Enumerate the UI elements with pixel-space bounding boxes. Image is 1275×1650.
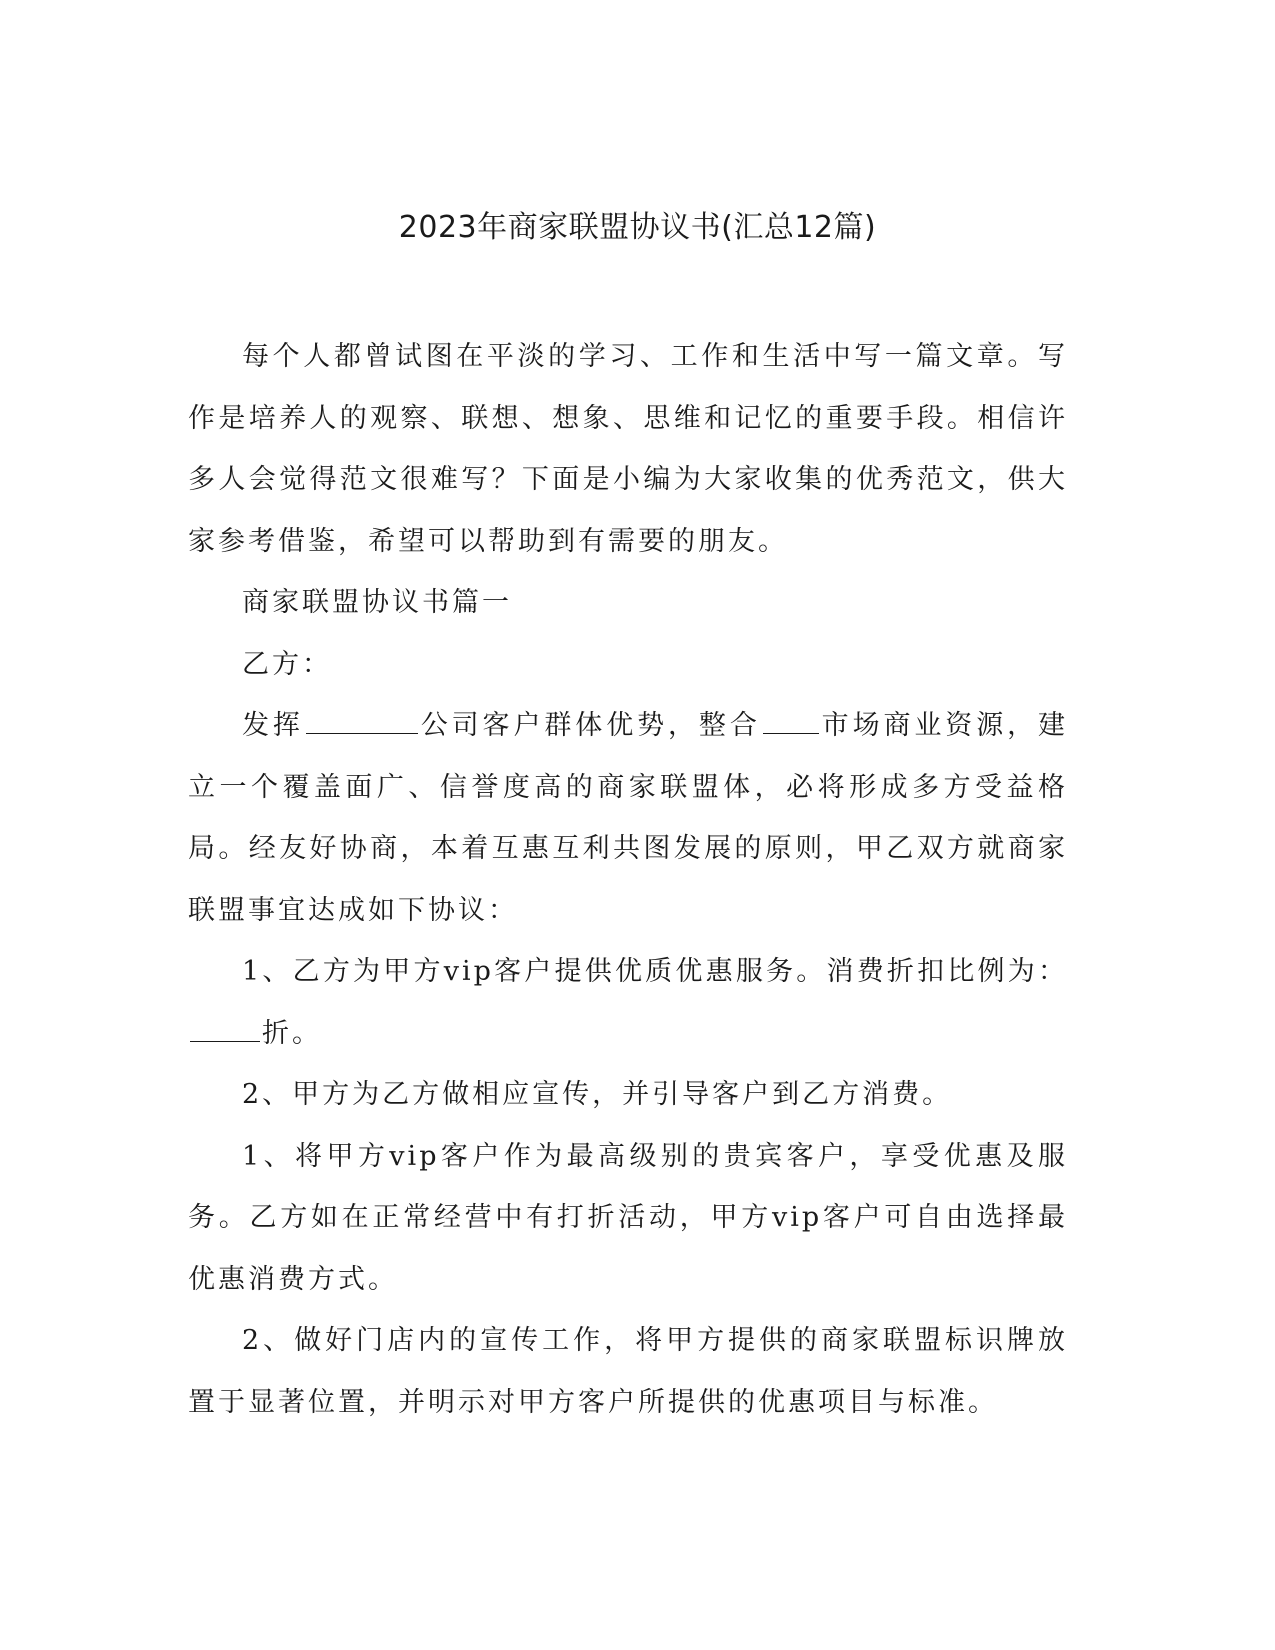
document-body — [188, 326, 1068, 1433]
clause-item-2: 2、甲方为乙方做相应宣传，并引导客户到乙方消费。 — [242, 1079, 953, 1110]
purpose-text-3: 市场商业资源，建立一个覆盖面广、信誉度高的商家联盟体，必将形成多方受益格局。经友好协商，本着互惠互利共图发展的原则，甲乙双方就商家联盟事宜达成如下协议： — [188, 710, 1069, 926]
party-b-label: 乙方： — [242, 648, 332, 680]
document-title: 2023年商家联盟协议书(汇总12篇) — [398, 210, 877, 245]
discount-rate-blank — [190, 1015, 260, 1042]
clause-item-3: 1、将甲方vip客户作为最高级别的贵宾客户，享受优惠及服务。乙方如在正常经营中有打折活动，甲方vip客户可自由选择最优惠消费方式。 — [188, 1140, 1068, 1295]
company-name-blank — [306, 707, 418, 734]
clause-item-1 — [188, 941, 1068, 1064]
purpose-text-1: 发挥 — [242, 710, 304, 741]
clause-item-4: 2、做好门店内的宣传工作，将甲方提供的商家联盟标识牌放置于显著位置，并明示对甲方客户所提供的优惠项目与标准。 — [188, 1325, 1068, 1418]
market-name-blank — [763, 707, 819, 734]
clause-item-1-tail: 折。 — [262, 1017, 322, 1049]
section-heading: 商家联盟协议书篇一 — [242, 587, 512, 618]
purpose-text-2: 公司客户群体优势，整合 — [419, 710, 761, 741]
intro-paragraph: 每个人都曾试图在平淡的学习、工作和生活中写一篇文章。写作是培养人的观察、联想、想象、思维和记忆的重要手段。相信许多人会觉得范文很难写？下面是小编为大家收集的优秀范文，供大家参考借鉴，希望可以帮助到有需要的朋友。 — [188, 341, 1068, 557]
clause-item-1-text: 1、乙方为甲方vip客户提供优质优惠服务。消费折扣比例为： — [242, 956, 1068, 987]
purpose-paragraph — [188, 695, 1068, 941]
